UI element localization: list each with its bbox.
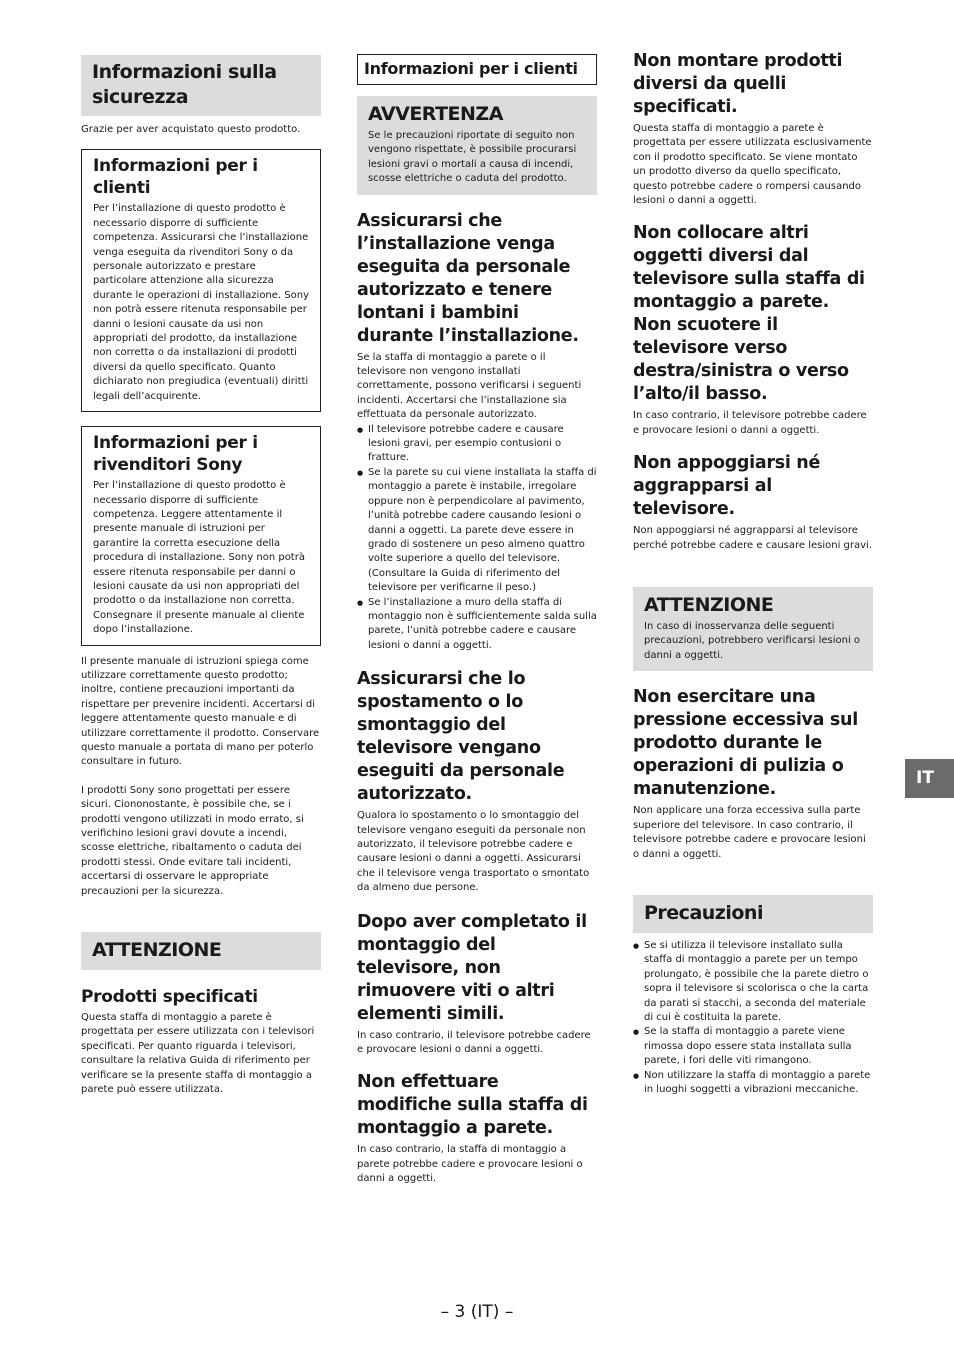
moving-dismantling-body: Qualora lo spostamento o lo smontaggio del televisore vengano eseguiti da personale non autorizzato, il televisore potrebbe cadere e causare lesioni o danni a oggetti. Assicurarsi che il televisore venga trasportato o smontato da almeno due persone. <box>357 810 590 894</box>
dealers-info-title: Informazioni per i rivenditori Sony <box>93 433 258 476</box>
attention-heading: ATTENZIONE <box>81 932 321 970</box>
dealers-info-box <box>81 426 321 645</box>
do-not-lean-body: Non appoggiarsi né aggrapparsi al televisore perché potrebbe cadere e causare lesioni gravi. <box>633 525 873 551</box>
page-number: – 3 (IT) – <box>440 1302 514 1322</box>
list-item-text: Se la parete su cui viene installata la staffa di montaggio a parete è instabile, irregolare oppure non è perpendicolare al pavimento, l’unità potrebbe cadere causando lesioni o danni a oggetti. La parete deve essere in grado di sostenere un peso almeno quattro volte superiore a quello del televisore. <box>368 466 597 565</box>
safety-info-heading: Informazioni sulla sicurezza <box>81 55 321 116</box>
language-tab: IT <box>905 759 954 798</box>
no-modifications-body: In caso contrario, la staffa di montaggio a parete potrebbe cadere e provocare lesioni o danni a oggetti. <box>357 1144 583 1185</box>
precautions-heading: Precauzioni <box>633 895 873 933</box>
attention-box <box>633 587 873 671</box>
no-excess-pressure-heading: Non esercitare una pressione eccessiva sul prodotto durante le operazioni di pulizia o manutenzione. <box>633 687 858 800</box>
list-item: ● Non utilizzare la staffa di montaggio a parete in luoghi soggetti a vibrazioni meccaniche. <box>633 1069 873 1098</box>
column-left <box>81 52 321 1098</box>
warning-body: Se le precauzioni riportate di seguito non vengono rispettate, è possibile procurarsi lesioni gravi o mortali a causa di incendi, scosse elettriche o caduta del prodotto. <box>368 130 577 185</box>
attention-box-body: In caso di inosservanza delle seguenti precauzioni, potrebbero verificarsi lesioni o danni a oggetti. <box>644 621 861 661</box>
authorized-installation-body: Se la staffa di montaggio a parete o il televisore non vengono installati correttamente, possono verificarsi i seguenti incidenti. Accertarsi che l’installazione sia effettuata da personale autorizzato. <box>357 351 582 421</box>
installation-risks-list <box>357 423 597 654</box>
weight-note: (Consultare la Guida di riferimento del televisore per verificarne il peso.) <box>368 567 561 594</box>
precautions-list <box>633 939 873 1097</box>
no-other-objects-title: Non collocare altri oggetti diversi dal televisore sulla staffa di montaggio a parete. <box>633 223 865 313</box>
no-other-objects-body: In caso contrario, il televisore potrebbe cadere e provocare lesioni o danni a oggetti. <box>633 410 867 436</box>
do-not-shake-title: Non scuotere il televisore verso destra/sinistra o verso l’alto/il basso. <box>633 315 849 405</box>
moving-dismantling-heading: Assicurarsi che lo spostamento o lo smontaggio del televisore vengano eseguiti da personale autorizzato. <box>357 669 565 805</box>
warning-box <box>357 96 597 195</box>
list-item: ● Se si utilizza il televisore installato sulla staffa di montaggio a parete per un tempo prolungato, è possibile che la parete dietro o sopra il televisore si scolorisca o che la carta da parati si stacchi, a seconda del materiale di cui è costituita la parete. <box>633 939 873 1025</box>
customers-info-tag: Informazioni per i clienti <box>357 54 597 85</box>
specified-products-body: Questa staffa di montaggio a parete è progettata per essere utilizzata con i televisori specificati. Per quanto riguarda i televisori, consultare la relativa Guida di riferimento per verificare se la presente staffa di montaggio a parete può essere utilizzata. <box>81 1012 315 1096</box>
dealers-info-body: Per l’installazione di questo prodotto è necessario disporre di sufficiente competenza. Leggere attentamente il presente manuale di istruzioni per garantire la corretta esecuzione della procedura di installazione. Sony non potrà essere ritenuta responsabile per danni o lesioni causate da usi non appropriati del prodotto o da installazione non corretta. Consegnare il presente manuale al cliente dopo l’installazione. <box>93 480 305 636</box>
no-other-objects-heading <box>633 222 873 406</box>
column-right <box>633 52 873 1097</box>
list-item: ● Il televisore potrebbe cadere e causare lesioni gravi, per esempio contusioni o fratture. <box>357 423 597 466</box>
customers-info-body: Per l’installazione di questo prodotto è necessario disporre di sufficiente competenza. Assicurarsi che l’installazione venga eseguita da rivenditori Sony o da personale autorizzato e prestare particolare attenzione alla sicurezza durante le operazioni di installazione. Sony non potrà essere ritenuta responsabile per danni o lesioni causate da usi non appropriati del prodotto, da installazione non corretta o da installazioni di prodotti diversi da quello specificato. Quanto dichiarato non pregiudica (eventuali) diritti legali dell’acquirente. <box>93 203 310 402</box>
list-item: ● Se la staffa di montaggio a parete viene rimossa dopo essere stata installata sulla parete, i fori delle viti rimangono. <box>633 1025 873 1068</box>
authorized-installation-heading: Assicurarsi che l’installazione venga eseguita da personale autorizzato e tenere lontani i bambini durante l’installazione. <box>357 210 579 346</box>
customers-info-title: Informazioni per i clienti <box>93 156 258 199</box>
column-middle <box>357 52 597 1187</box>
warning-title: AVVERTENZA <box>368 103 503 125</box>
do-not-lean-heading: Non appoggiarsi né aggrapparsi al televisore. <box>633 453 821 520</box>
safety-design-paragraph: I prodotti Sony sono progettati per essere sicuri. Ciononostante, è possibile che, se i prodotti vengono utilizzati in modo errato, si verifichino lesioni gravi dovute a incendi, scosse elettriche, ribaltamento o caduta dei prodotti stessi. Onde evitare tali incidenti, accertarsi di osservare le appropriate precauzioni per la sicurezza. <box>81 784 304 897</box>
do-not-remove-screws-body: In caso contrario, il televisore potrebbe cadere e provocare lesioni o danni a oggetti. <box>357 1029 591 1055</box>
do-not-remove-screws-heading: Dopo aver completato il montaggio del televisore, non rimuovere viti o altri elementi simili. <box>357 911 587 1024</box>
attention-box-title: ATTENZIONE <box>644 594 774 617</box>
no-excess-pressure-body: Non applicare una forza eccessiva sulla parte superiore del televisore. In caso contrario, il televisore potrebbe cadere e provocare lesioni o danni a oggetti. <box>633 805 866 860</box>
specified-only-heading: Non montare prodotti diversi da quelli specificati. <box>633 51 843 117</box>
thanks-text: Grazie per aver acquistato questo prodotto. <box>81 124 301 135</box>
manual-intro-paragraph: Il presente manuale di istruzioni spiega come utilizzare correttamente questo prodotto; inoltre, contiene precauzioni importanti da rispettare per prevenire incidenti. Accertarsi di leggere attentamente questo manuale e di utilizzare correttamente il prodotto. Conservare questo manuale a portata di mano per poterlo consultare in futuro. <box>81 655 320 768</box>
list-item: ● Se l’installazione a muro della staffa di montaggio non è sufficientemente salda sulla parete, l’unità potrebbe cadere e causare lesioni o danni a oggetti. <box>357 596 597 654</box>
list-item <box>357 466 597 596</box>
no-modifications-heading: Non effettuare modifiche sulla staffa di montaggio a parete. <box>357 1072 588 1139</box>
specified-only-body: Questa staffa di montaggio a parete è progettata per essere utilizzata esclusivamente con il prodotto specificato. Se viene montato un prodotto diverso da quello specificato, questo potrebbe cadere o rompersi causando lesioni o danni a oggetti. <box>633 123 872 207</box>
specified-products-heading: Prodotti specificati <box>81 987 258 1008</box>
customers-info-box <box>81 149 321 412</box>
